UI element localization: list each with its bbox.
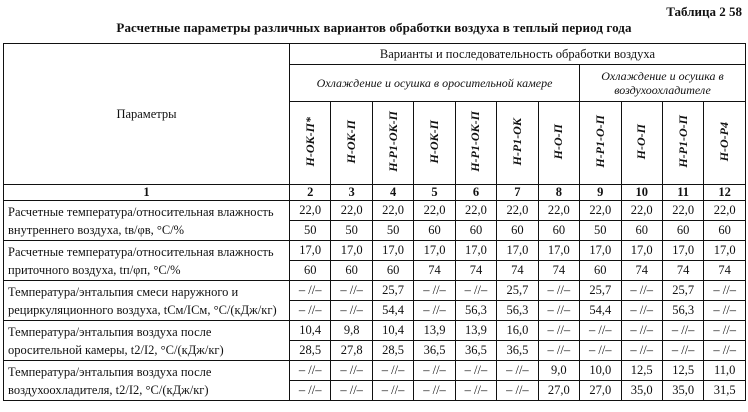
- column-number: 8: [538, 185, 579, 201]
- value-cell: – //–: [290, 361, 331, 381]
- value-cell: 12,5: [662, 361, 703, 381]
- params-header: Параметры: [4, 44, 290, 185]
- value-cell: – //–: [621, 341, 662, 361]
- variant-label-text: Н-О-П: [634, 123, 649, 160]
- value-cell: 60: [331, 261, 372, 281]
- value-cell: 28,5: [372, 341, 413, 361]
- value-cell: 17,0: [290, 241, 331, 261]
- value-cell: 56,3: [662, 301, 703, 321]
- value-cell: 25,7: [497, 281, 538, 301]
- group-header-air-cooler: Охлаждение и осушка в воздухоохладителе: [580, 65, 746, 102]
- value-cell: – //–: [704, 341, 746, 361]
- variant-label: [455, 102, 496, 185]
- variant-label-text: Н-Р1-ОК: [509, 117, 524, 166]
- group-header-spray-chamber: Охлаждение и осушка в оросительной камере: [290, 65, 580, 102]
- variant-label-text: Н-ОК-П*: [302, 116, 317, 167]
- value-cell: 56,3: [455, 301, 496, 321]
- column-number: 2: [290, 185, 331, 201]
- value-cell: 74: [414, 261, 455, 281]
- value-cell: 27,0: [580, 381, 621, 401]
- variant-label: [372, 102, 413, 185]
- variant-label-text: Н-Р1-ОК-П: [385, 111, 400, 172]
- column-number: 5: [414, 185, 455, 201]
- value-cell: – //–: [372, 381, 413, 401]
- column-number: 9: [580, 185, 621, 201]
- value-cell: 54,4: [372, 301, 413, 321]
- variant-label-text: Н-Р1-О-П: [592, 115, 607, 168]
- variant-label-text: Н-ОК-П: [427, 119, 442, 164]
- value-cell: 22,0: [497, 201, 538, 221]
- value-cell: 25,7: [580, 281, 621, 301]
- value-cell: – //–: [455, 281, 496, 301]
- value-cell: – //–: [331, 281, 372, 301]
- table-title: Расчетные параметры различных вариантов обработки воздуха в теплый период года: [116, 20, 632, 35]
- value-cell: 17,0: [580, 241, 621, 261]
- value-cell: 60: [580, 261, 621, 281]
- value-cell: 22,0: [662, 201, 703, 221]
- column-number: 7: [497, 185, 538, 201]
- variant-label-text: Н-Р1-ОК-П: [468, 111, 483, 172]
- value-cell: 13,9: [455, 321, 496, 341]
- value-cell: – //–: [662, 321, 703, 341]
- column-number: 1: [4, 185, 290, 201]
- value-cell: – //–: [621, 301, 662, 321]
- value-cell: 9,8: [331, 321, 372, 341]
- value-cell: 60: [704, 221, 746, 241]
- value-cell: 17,0: [455, 241, 496, 261]
- variant-label: [580, 102, 621, 185]
- variants-header: Варианты и последовательность обработки воздуха: [290, 44, 746, 65]
- variant-label: [662, 102, 703, 185]
- value-cell: – //–: [538, 341, 579, 361]
- value-cell: 10,4: [290, 321, 331, 341]
- value-cell: 27,8: [331, 341, 372, 361]
- value-cell: 10,4: [372, 321, 413, 341]
- value-cell: 36,5: [414, 341, 455, 361]
- value-cell: 60: [662, 221, 703, 241]
- parameters-table: [3, 43, 746, 401]
- variant-label: [704, 102, 746, 185]
- variant-label-text: Н-ОК-П: [344, 119, 359, 164]
- value-cell: – //–: [455, 381, 496, 401]
- column-number: 12: [704, 185, 746, 201]
- value-cell: 28,5: [290, 341, 331, 361]
- variant-label: [414, 102, 455, 185]
- value-cell: – //–: [538, 281, 579, 301]
- value-cell: 74: [497, 261, 538, 281]
- value-cell: 25,7: [662, 281, 703, 301]
- value-cell: 60: [538, 221, 579, 241]
- value-cell: 22,0: [414, 201, 455, 221]
- value-cell: 22,0: [331, 201, 372, 221]
- value-cell: 54,4: [580, 301, 621, 321]
- value-cell: 74: [662, 261, 703, 281]
- value-cell: – //–: [538, 301, 579, 321]
- value-cell: – //–: [290, 281, 331, 301]
- row-parameter-label: Температура/энтальпия воздуха после воздухоохладителя, t2/I2, °С/(кДж/кг): [4, 361, 290, 401]
- value-cell: 17,0: [662, 241, 703, 261]
- value-cell: 22,0: [455, 201, 496, 221]
- column-number: 3: [331, 185, 372, 201]
- value-cell: – //–: [580, 321, 621, 341]
- value-cell: 74: [538, 261, 579, 281]
- variant-label-text: Н-О-Р4: [717, 121, 732, 162]
- variant-label: [621, 102, 662, 185]
- value-cell: 17,0: [331, 241, 372, 261]
- value-cell: – //–: [455, 361, 496, 381]
- value-cell: 56,3: [497, 301, 538, 321]
- value-cell: 17,0: [414, 241, 455, 261]
- value-cell: 74: [455, 261, 496, 281]
- value-cell: 35,0: [621, 381, 662, 401]
- value-cell: – //–: [331, 361, 372, 381]
- value-cell: – //–: [621, 281, 662, 301]
- value-cell: – //–: [580, 341, 621, 361]
- value-cell: 22,0: [290, 201, 331, 221]
- column-number: 10: [621, 185, 662, 201]
- value-cell: 60: [455, 221, 496, 241]
- column-number: 11: [662, 185, 703, 201]
- value-cell: 60: [497, 221, 538, 241]
- value-cell: – //–: [704, 281, 746, 301]
- value-cell: 22,0: [621, 201, 662, 221]
- variant-label-text: Н-Р1-О-П: [675, 115, 690, 168]
- value-cell: 22,0: [580, 201, 621, 221]
- row-parameter-label: Температура/энтальпия воздуха после оросительной камеры, t2/I2, °С/(кДж/кг): [4, 321, 290, 361]
- variant-label: [538, 102, 579, 185]
- value-cell: 50: [290, 221, 331, 241]
- value-cell: 31,5: [704, 381, 746, 401]
- value-cell: 35,0: [662, 381, 703, 401]
- value-cell: 36,5: [497, 341, 538, 361]
- value-cell: – //–: [331, 381, 372, 401]
- variant-label: [331, 102, 372, 185]
- value-cell: – //–: [538, 321, 579, 341]
- value-cell: – //–: [621, 321, 662, 341]
- value-cell: – //–: [414, 381, 455, 401]
- value-cell: – //–: [414, 361, 455, 381]
- column-number: 4: [372, 185, 413, 201]
- value-cell: 50: [331, 221, 372, 241]
- value-cell: 74: [704, 261, 746, 281]
- value-cell: 13,9: [414, 321, 455, 341]
- variant-label: [497, 102, 538, 185]
- value-cell: 22,0: [704, 201, 746, 221]
- value-cell: – //–: [372, 361, 413, 381]
- value-cell: 17,0: [621, 241, 662, 261]
- value-cell: 17,0: [497, 241, 538, 261]
- value-cell: 17,0: [538, 241, 579, 261]
- value-cell: 11,0: [704, 361, 746, 381]
- value-cell: 60: [290, 261, 331, 281]
- value-cell: 22,0: [538, 201, 579, 221]
- value-cell: 10,0: [580, 361, 621, 381]
- row-parameter-label: Температура/энтальпия смеси наружного и рециркуляционного воздуха, tСм/IСм, °С/(кДж/кг): [4, 281, 290, 321]
- value-cell: – //–: [290, 381, 331, 401]
- value-cell: – //–: [331, 301, 372, 321]
- value-cell: 60: [621, 221, 662, 241]
- value-cell: 74: [621, 261, 662, 281]
- value-cell: – //–: [290, 301, 331, 321]
- value-cell: – //–: [414, 281, 455, 301]
- value-cell: – //–: [704, 321, 746, 341]
- column-number: 6: [455, 185, 496, 201]
- value-cell: – //–: [662, 341, 703, 361]
- value-cell: 60: [414, 221, 455, 241]
- value-cell: 25,7: [372, 281, 413, 301]
- row-parameter-label: Расчетные температура/относительная влажность внутреннего воздуха, tв/φв, °С/%: [4, 201, 290, 241]
- variant-label-text: Н-О-П: [551, 123, 566, 160]
- variant-label: [290, 102, 331, 185]
- value-cell: 17,0: [704, 241, 746, 261]
- value-cell: – //–: [497, 361, 538, 381]
- value-cell: 9,0: [538, 361, 579, 381]
- value-cell: 60: [372, 261, 413, 281]
- value-cell: 50: [580, 221, 621, 241]
- value-cell: 27,0: [538, 381, 579, 401]
- value-cell: 17,0: [372, 241, 413, 261]
- value-cell: 16,0: [497, 321, 538, 341]
- table-number: Таблица 2 58: [666, 4, 742, 19]
- row-parameter-label: Расчетные температура/относительная влажность приточного воздуха, tп/φп, °С/%: [4, 241, 290, 281]
- value-cell: – //–: [414, 301, 455, 321]
- value-cell: 22,0: [372, 201, 413, 221]
- value-cell: 36,5: [455, 341, 496, 361]
- value-cell: 50: [372, 221, 413, 241]
- value-cell: – //–: [704, 301, 746, 321]
- value-cell: 12,5: [621, 361, 662, 381]
- value-cell: – //–: [497, 381, 538, 401]
